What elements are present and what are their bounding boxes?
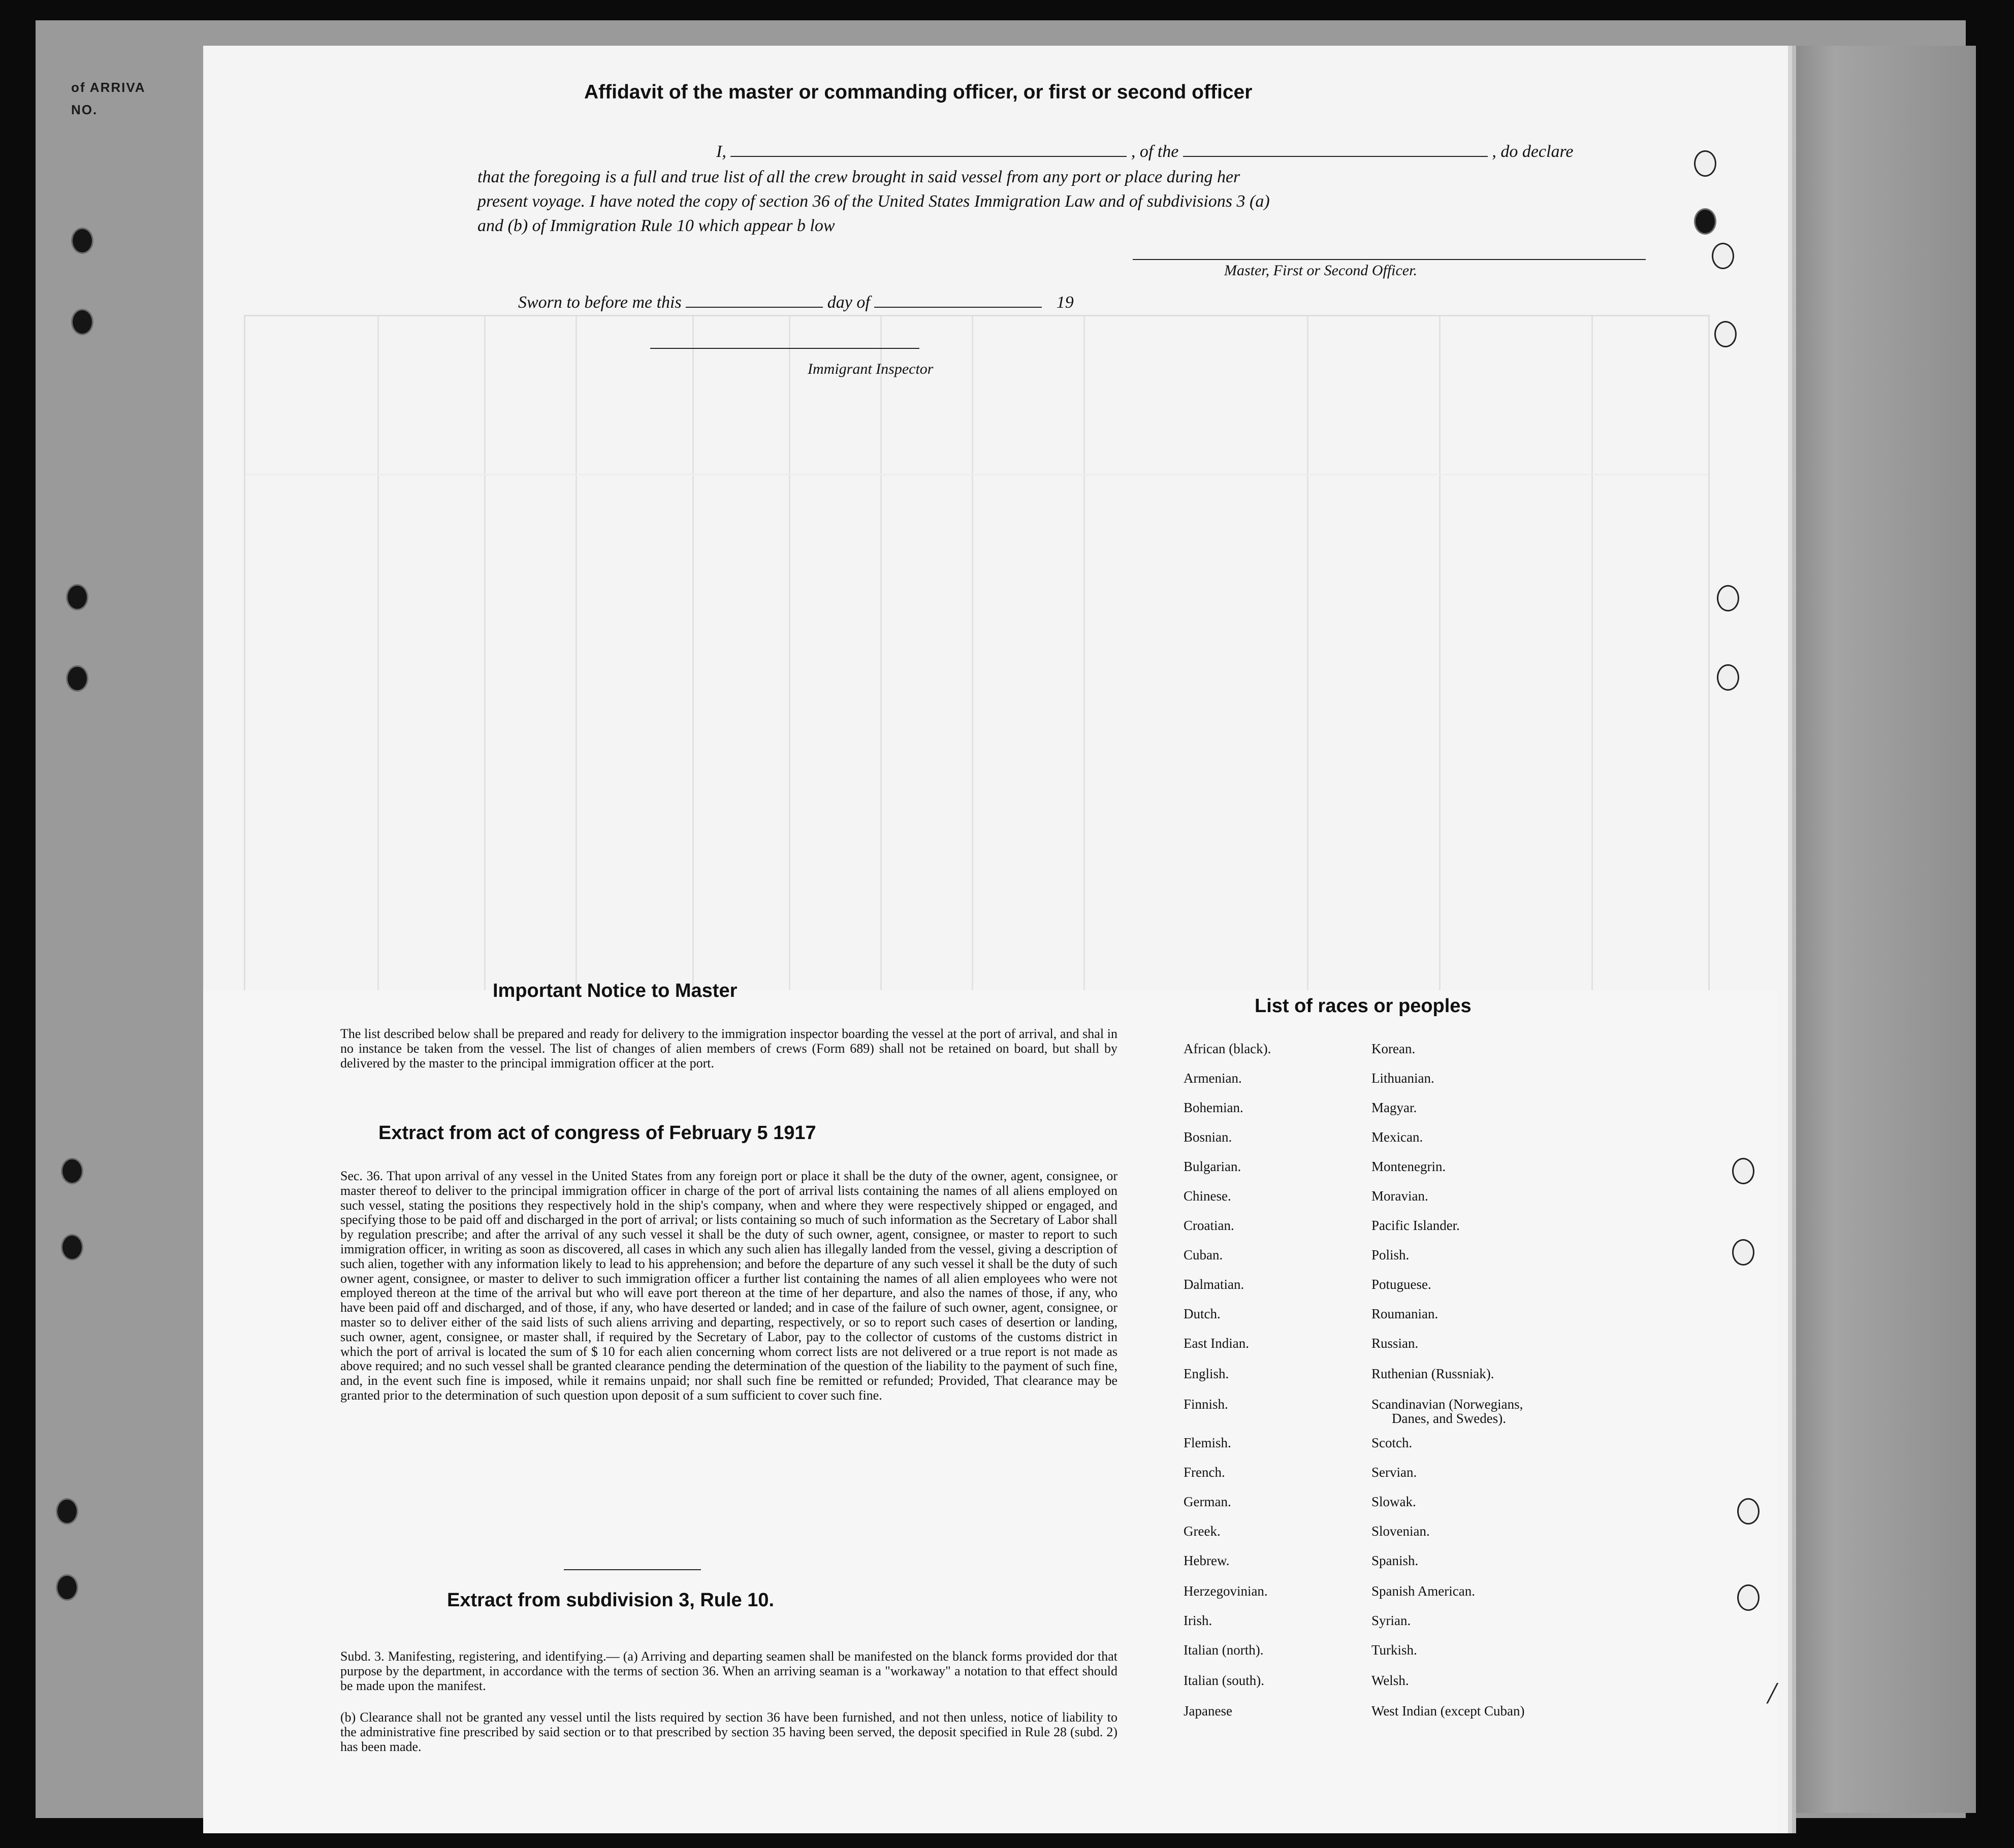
race-item: Mexican. — [1371, 1129, 1423, 1145]
under-label: of ARRIVA — [71, 80, 146, 95]
race-item: Korean. — [1371, 1041, 1416, 1056]
punch-hole — [56, 1498, 78, 1525]
sworn-prefix: Sworn to before me this — [518, 293, 682, 312]
race-item: Slowak. — [1371, 1494, 1416, 1509]
punch-hole — [1712, 243, 1734, 269]
punch-hole — [1714, 321, 1737, 347]
race-item: Scandinavian (Norwegians, — [1371, 1397, 1523, 1412]
race-item: Chinese. — [1184, 1188, 1231, 1204]
punch-hole — [1717, 664, 1739, 691]
underlying-page-edge — [1773, 46, 1976, 1813]
punch-hole — [61, 1234, 83, 1260]
race-item: Turkish. — [1371, 1642, 1417, 1658]
affidavit-line-2: that the foregoing is a full and true list of all the crew brought in said vessel from any port or place during her — [477, 168, 1240, 186]
race-item: Armenian. — [1184, 1071, 1242, 1086]
race-item: Moravian. — [1371, 1188, 1428, 1204]
inspector-signature-line — [650, 348, 919, 349]
notice-panel — [203, 990, 1778, 1833]
race-item: Flemish. — [1184, 1435, 1231, 1450]
race-item: Dutch. — [1184, 1306, 1221, 1321]
extract-rule-title: Extract from subdivision 3, Rule 10. — [447, 1590, 775, 1611]
race-item: Greek. — [1184, 1523, 1221, 1539]
race-item: East Indian. — [1184, 1336, 1249, 1351]
extract-rule-text-b: (b) Clearance shall not be granted any vessel until the lists required by section 36 have been furnished, and not then unless, notice of liability to the administrative fine prescribed by said section or to that prescribed by section 35 having been served, the deposit specified in Rule 28 (subd. 2) has been made. — [340, 1710, 1117, 1754]
affidavit-line-1 — [477, 142, 1574, 161]
race-item: Lithuanian. — [1371, 1071, 1434, 1086]
extract-act-title: Extract from act of congress of February 5 1917 — [378, 1122, 816, 1144]
race-item: Herzegovinian. — [1184, 1583, 1268, 1599]
race-item: Pacific Islander. — [1371, 1218, 1460, 1233]
race-item: Finnish. — [1184, 1397, 1228, 1412]
race-item: Italian (south). — [1184, 1673, 1264, 1688]
race-item: African (black). — [1184, 1041, 1271, 1056]
affidavit-title: Affidavit of the master or commanding officer, or first or second officer — [584, 81, 1253, 103]
under-label: NO. — [71, 102, 98, 117]
punch-hole — [61, 1158, 83, 1184]
affidavit-of-the: , of the — [1131, 142, 1179, 161]
race-item: Spanish American. — [1371, 1583, 1475, 1599]
punch-hole — [1694, 208, 1716, 235]
vessel-blank — [1183, 143, 1488, 157]
race-item: Syrian. — [1371, 1613, 1411, 1628]
affidavit-line-3: present voyage. I have noted the copy of section 36 of the United States Immigration Law and of subdivisions 3 (a) — [477, 192, 1270, 211]
underlying-left-labels — [71, 76, 146, 121]
race-item: English. — [1184, 1366, 1229, 1381]
notice-text: The list described below shall be prepared and ready for delivery to the immigration inspector boarding the vessel at the port of arrival, and shal in no instance be taken from the vessel. The list of changes of alien members of crews (Form 689) shall not be retained on board, but shall by delivered by the master to the principal immigration officer at the port. — [340, 1026, 1117, 1071]
race-item: Montenegrin. — [1371, 1159, 1446, 1174]
punch-hole — [66, 584, 88, 610]
race-item: Servian. — [1371, 1465, 1417, 1480]
inspector-label: Immigrant Inspector — [808, 361, 934, 377]
race-item: Irish. — [1184, 1613, 1212, 1628]
race-item: Italian (north). — [1184, 1642, 1264, 1658]
race-item: Croatian. — [1184, 1218, 1234, 1233]
race-item: Magyar. — [1371, 1100, 1417, 1115]
punch-hole — [1732, 1158, 1754, 1184]
sworn-line — [518, 293, 1074, 312]
race-item: Polish. — [1371, 1247, 1410, 1262]
race-item: Japanese — [1184, 1703, 1232, 1719]
affidavit-line-4: and (b) of Immigration Rule 10 which appear b low — [477, 216, 835, 235]
punch-hole — [71, 228, 93, 254]
race-item: Roumanian. — [1371, 1306, 1438, 1321]
extract-act-text: Sec. 36. That upon arrival of any vessel in the United States from any foreign port or place it shall be the duty of the owner, agent, consignee, or master thereof to deliver to the principal immigration officer in charge of the port of arrival lists containing the names of all aliens employed on such vessel, stating the positions they respectively hold in the ship's company, when and where they were respectively shipped or engaged, and specifying those to be paid off and discharged in the port of arrival; or lists containing so much of such information as the Secretary of Labor shall by regulation prescribe; and after the arrival of any such vessel it shall be the duty of such owner, agent, consignee, or master to report to such immigration officer, in writing as soon as discovered, all cases in which any such alien has illegally landed from the vessel, giving a description of such alien, together with any information likely to lead to his apprehension; and before the departure of any such vessel it shall be the duty of such owner agent, consignee, or master to deliver to such immigration officer a further list containing the names of all alien employees who were not employed thereon at the time of the arrival but who will eave port thereon at the time of her departure, and also the names of those, if any, who have been paid off and discharged, and of those, if any, who have deserted or landed; and in case of the failure of such owner, agent, consignee, or master so to deliver either of the said lists of such aliens arriving and departing, respectively, or so to report such cases of desertion or landing, such owner, agent, consignee, or master shall, if required by the Secretary of Labor, pay to the collector of customs of the customs district in which the port of arrival is located the sum of $ 10 for each alien concerning whom correct lists are not delivered or a true report is not made as above required; and no such vessel shall be granted clearance pending the determination of the question of the liability to the payment of such fine, and, in the event such fine is imposed, while it remains unpaid; nor shall such fine be remitted or refunded; Provided, That clearance may be granted prior to the determination of such question upon deposit of a sum sufficient to cover such fine. — [340, 1169, 1117, 1403]
day-blank — [686, 294, 823, 308]
month-blank — [874, 294, 1042, 308]
signature-line — [1133, 259, 1646, 260]
race-item: Dalmatian. — [1184, 1277, 1244, 1292]
punch-hole — [66, 665, 88, 692]
name-blank — [730, 143, 1127, 157]
race-item: Bohemian. — [1184, 1100, 1243, 1115]
master-label: Master, First or Second Officer. — [1224, 262, 1417, 279]
race-item: Potuguese. — [1371, 1277, 1431, 1292]
manifest-page — [203, 46, 1788, 1833]
sworn-day: day of — [827, 293, 870, 312]
notice-title: Important Notice to Master — [493, 980, 738, 1001]
affidavit-declare: , do declare — [1492, 142, 1574, 161]
race-item: Bulgarian. — [1184, 1159, 1241, 1174]
affidavit-i: I, — [716, 142, 726, 161]
punch-hole — [1717, 585, 1739, 611]
race-item: German. — [1184, 1494, 1231, 1509]
race-item: Bosnian. — [1184, 1129, 1232, 1145]
races-title: List of races or peoples — [1255, 995, 1472, 1017]
punch-hole — [56, 1574, 78, 1601]
race-item: French. — [1184, 1465, 1225, 1480]
section-divider — [564, 1569, 701, 1570]
race-item: Danes, and Swedes). — [1392, 1411, 1506, 1426]
race-item: Spanish. — [1371, 1553, 1419, 1568]
handwritten-mark: / — [1768, 1676, 1776, 1710]
race-item: Scotch. — [1371, 1435, 1413, 1450]
race-item: Cuban. — [1184, 1247, 1223, 1262]
extract-rule-text-a: Subd. 3. Manifesting, registering, and identifying.— (a) Arriving and departing seamen shall be manifested on the blanck forms provided dor that purpose by the department, in accordance with the terms of section 36. When an arriving seaman is a "workaway" a notation to that effect should be made upon the manifest. — [340, 1649, 1117, 1693]
punch-hole — [71, 309, 93, 335]
race-item: Russian. — [1371, 1336, 1419, 1351]
race-item: Ruthenian (Russniak). — [1371, 1366, 1494, 1381]
race-item: Slovenian. — [1371, 1523, 1430, 1539]
sworn-year: 19 — [1056, 293, 1074, 312]
punch-hole — [1737, 1498, 1760, 1525]
race-item: Hebrew. — [1184, 1553, 1230, 1568]
race-item: West Indian (except Cuban) — [1371, 1703, 1525, 1719]
punch-hole — [1732, 1239, 1754, 1266]
punch-hole — [1694, 150, 1716, 177]
race-item: Welsh. — [1371, 1673, 1409, 1688]
punch-hole — [1737, 1584, 1760, 1611]
